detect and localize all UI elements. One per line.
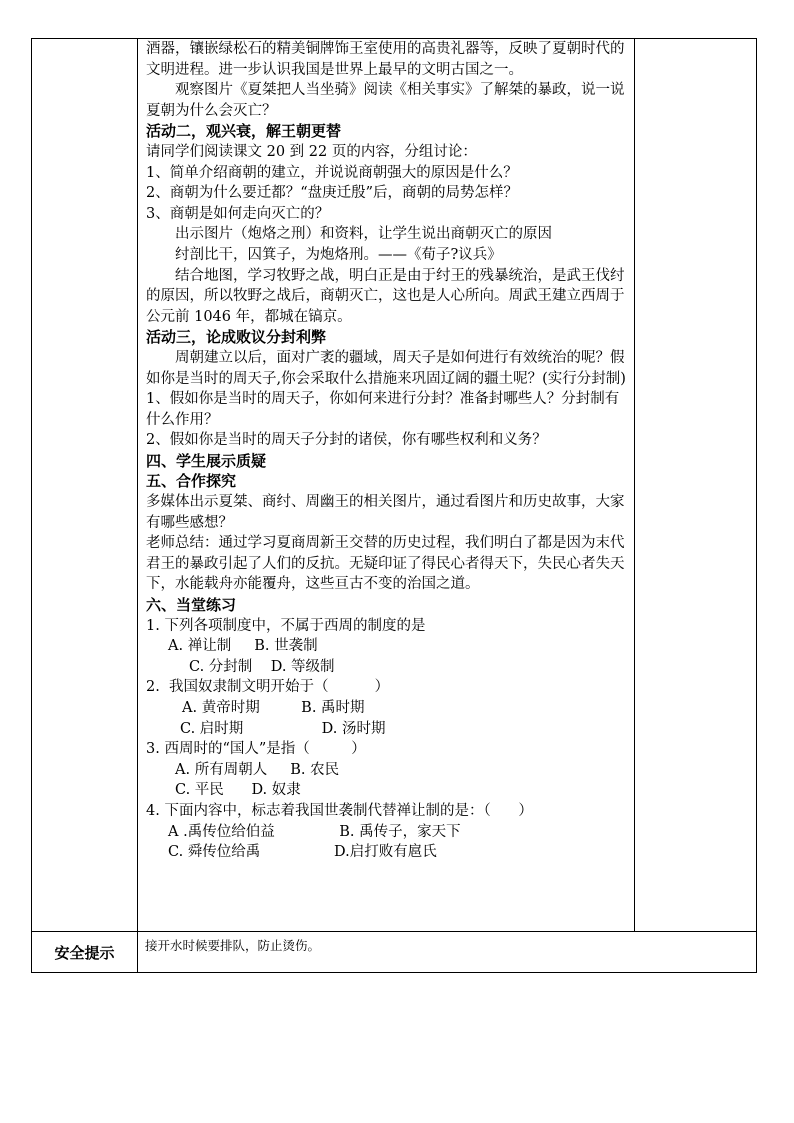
question-item: 3、商朝是如何走向灭亡的？	[146, 205, 330, 222]
exercise-options: C. 平民 D. 奴隶	[175, 782, 301, 799]
exercise-options: A. 黄帝时期 B. 禹时期	[182, 700, 365, 716]
section-heading: 五、合作探究	[146, 472, 237, 491]
text-paragraph: 多媒体出示夏桀、商纣、周幽王的相关图片，通过看图片和历史故事，大家有哪些感想？	[146, 494, 625, 531]
right-column-cell	[635, 39, 757, 932]
left-column-cell	[32, 39, 138, 932]
question-item: 1、假如你是当时的周天子，你如何来进行分封？准备封哪些人？分封制有什么作用？	[146, 391, 620, 428]
lesson-table	[31, 38, 757, 973]
section-heading: 四、学生展示质疑	[146, 451, 267, 470]
text-paragraph: 结合地图，学习牧野之战，明白正是由于纣王的残暴统治，是武王伐纣的原因，所以牧野之战后，商朝灭亡，这也是人心所向。周武王建立西周于公元前 1046 年，都城在镐京。	[146, 267, 625, 325]
quote-paragraph: 纣剖比干，囚箕子，为炮烙刑。——《荀子?议兵》	[175, 246, 502, 263]
exercise-options: C. 舜传位给禹 D.启打败有扈氏	[168, 844, 437, 861]
question-item: 1、简单介绍商朝的建立，并说说商朝强大的原因是什么？	[146, 164, 518, 181]
exercise-options: A. 禅让制 B. 世袭制	[168, 638, 318, 655]
exercise-options: C. 启时期 D. 汤时期	[180, 720, 386, 737]
text-paragraph: 周朝建立以后，面对广袤的疆域，周天子是如何进行有效统治的呢？假如你是当时的周天子,你会采取什么措施来巩固辽阔的疆土呢？(实行分封制)	[146, 349, 626, 387]
exercise-options: A .禹传位给伯益 B. 禹传子，家天下	[168, 823, 461, 840]
section-heading: 活动二，观兴衰，解王朝更替	[146, 122, 342, 141]
exercise-options: C. 分封制 D. 等级制	[189, 658, 335, 675]
question-item: 2、假如你是当时的周天子分封的诸侯，你有哪些权利和义务？	[146, 432, 547, 449]
lesson-content-cell	[138, 39, 635, 932]
section-heading: 六、当堂练习	[146, 596, 237, 615]
text-paragraph: 酒器，镶嵌绿松石的精美铜牌饰王室使用的高贵礼器等，反映了夏朝时代的文明进程。进一步认识我国是世界上最早的文明古国之一。	[146, 41, 625, 78]
question-item: 2、商朝为什么要迁都？“盘庚迁殷”后，商朝的局势怎样？	[146, 185, 519, 202]
teacher-summary: 老师总结：通过学习夏商周新王交替的历史过程，我们明白了都是因为末代君王的暴政引起了人们的反抗。无疑印证了得民心者得天下，失民心者失天下，水能载舟亦能覆舟，这些亘古不变的治国之道。	[146, 535, 625, 593]
text-paragraph: 请同学们阅读课文 20 到 22 页的内容，分组讨论：	[146, 143, 477, 160]
exercise-question: 3. 西周时的“国人”是指（ ）	[146, 741, 366, 758]
exercise-question: 1. 下列各项制度中，不属于西周的制度的是	[146, 617, 426, 634]
safety-row	[32, 932, 757, 973]
safety-text: 接开水时候要排队，防止烫伤。	[138, 932, 757, 973]
text-paragraph: 出示图片（炮烙之刑）和资料，让学生说出商朝灭亡的原因	[175, 226, 552, 243]
section-heading: 活动三，论成败议分封利弊	[146, 328, 327, 347]
text-paragraph: 观察图片《夏桀把人当坐骑》阅读《相关事实》了解桀的暴政，说一说夏朝为什么会灭亡？	[146, 82, 625, 119]
content-row	[32, 39, 757, 932]
exercise-options: A. 所有周朝人 B. 农民	[175, 761, 340, 778]
safety-label: 安全提示	[32, 932, 138, 973]
exercise-question: 2. 我国奴隶制文明开始于（ ）	[146, 679, 390, 696]
exercise-question: 4. 下面内容中，标志着我国世袭制代替禅让制的是：（ ）	[146, 802, 533, 819]
